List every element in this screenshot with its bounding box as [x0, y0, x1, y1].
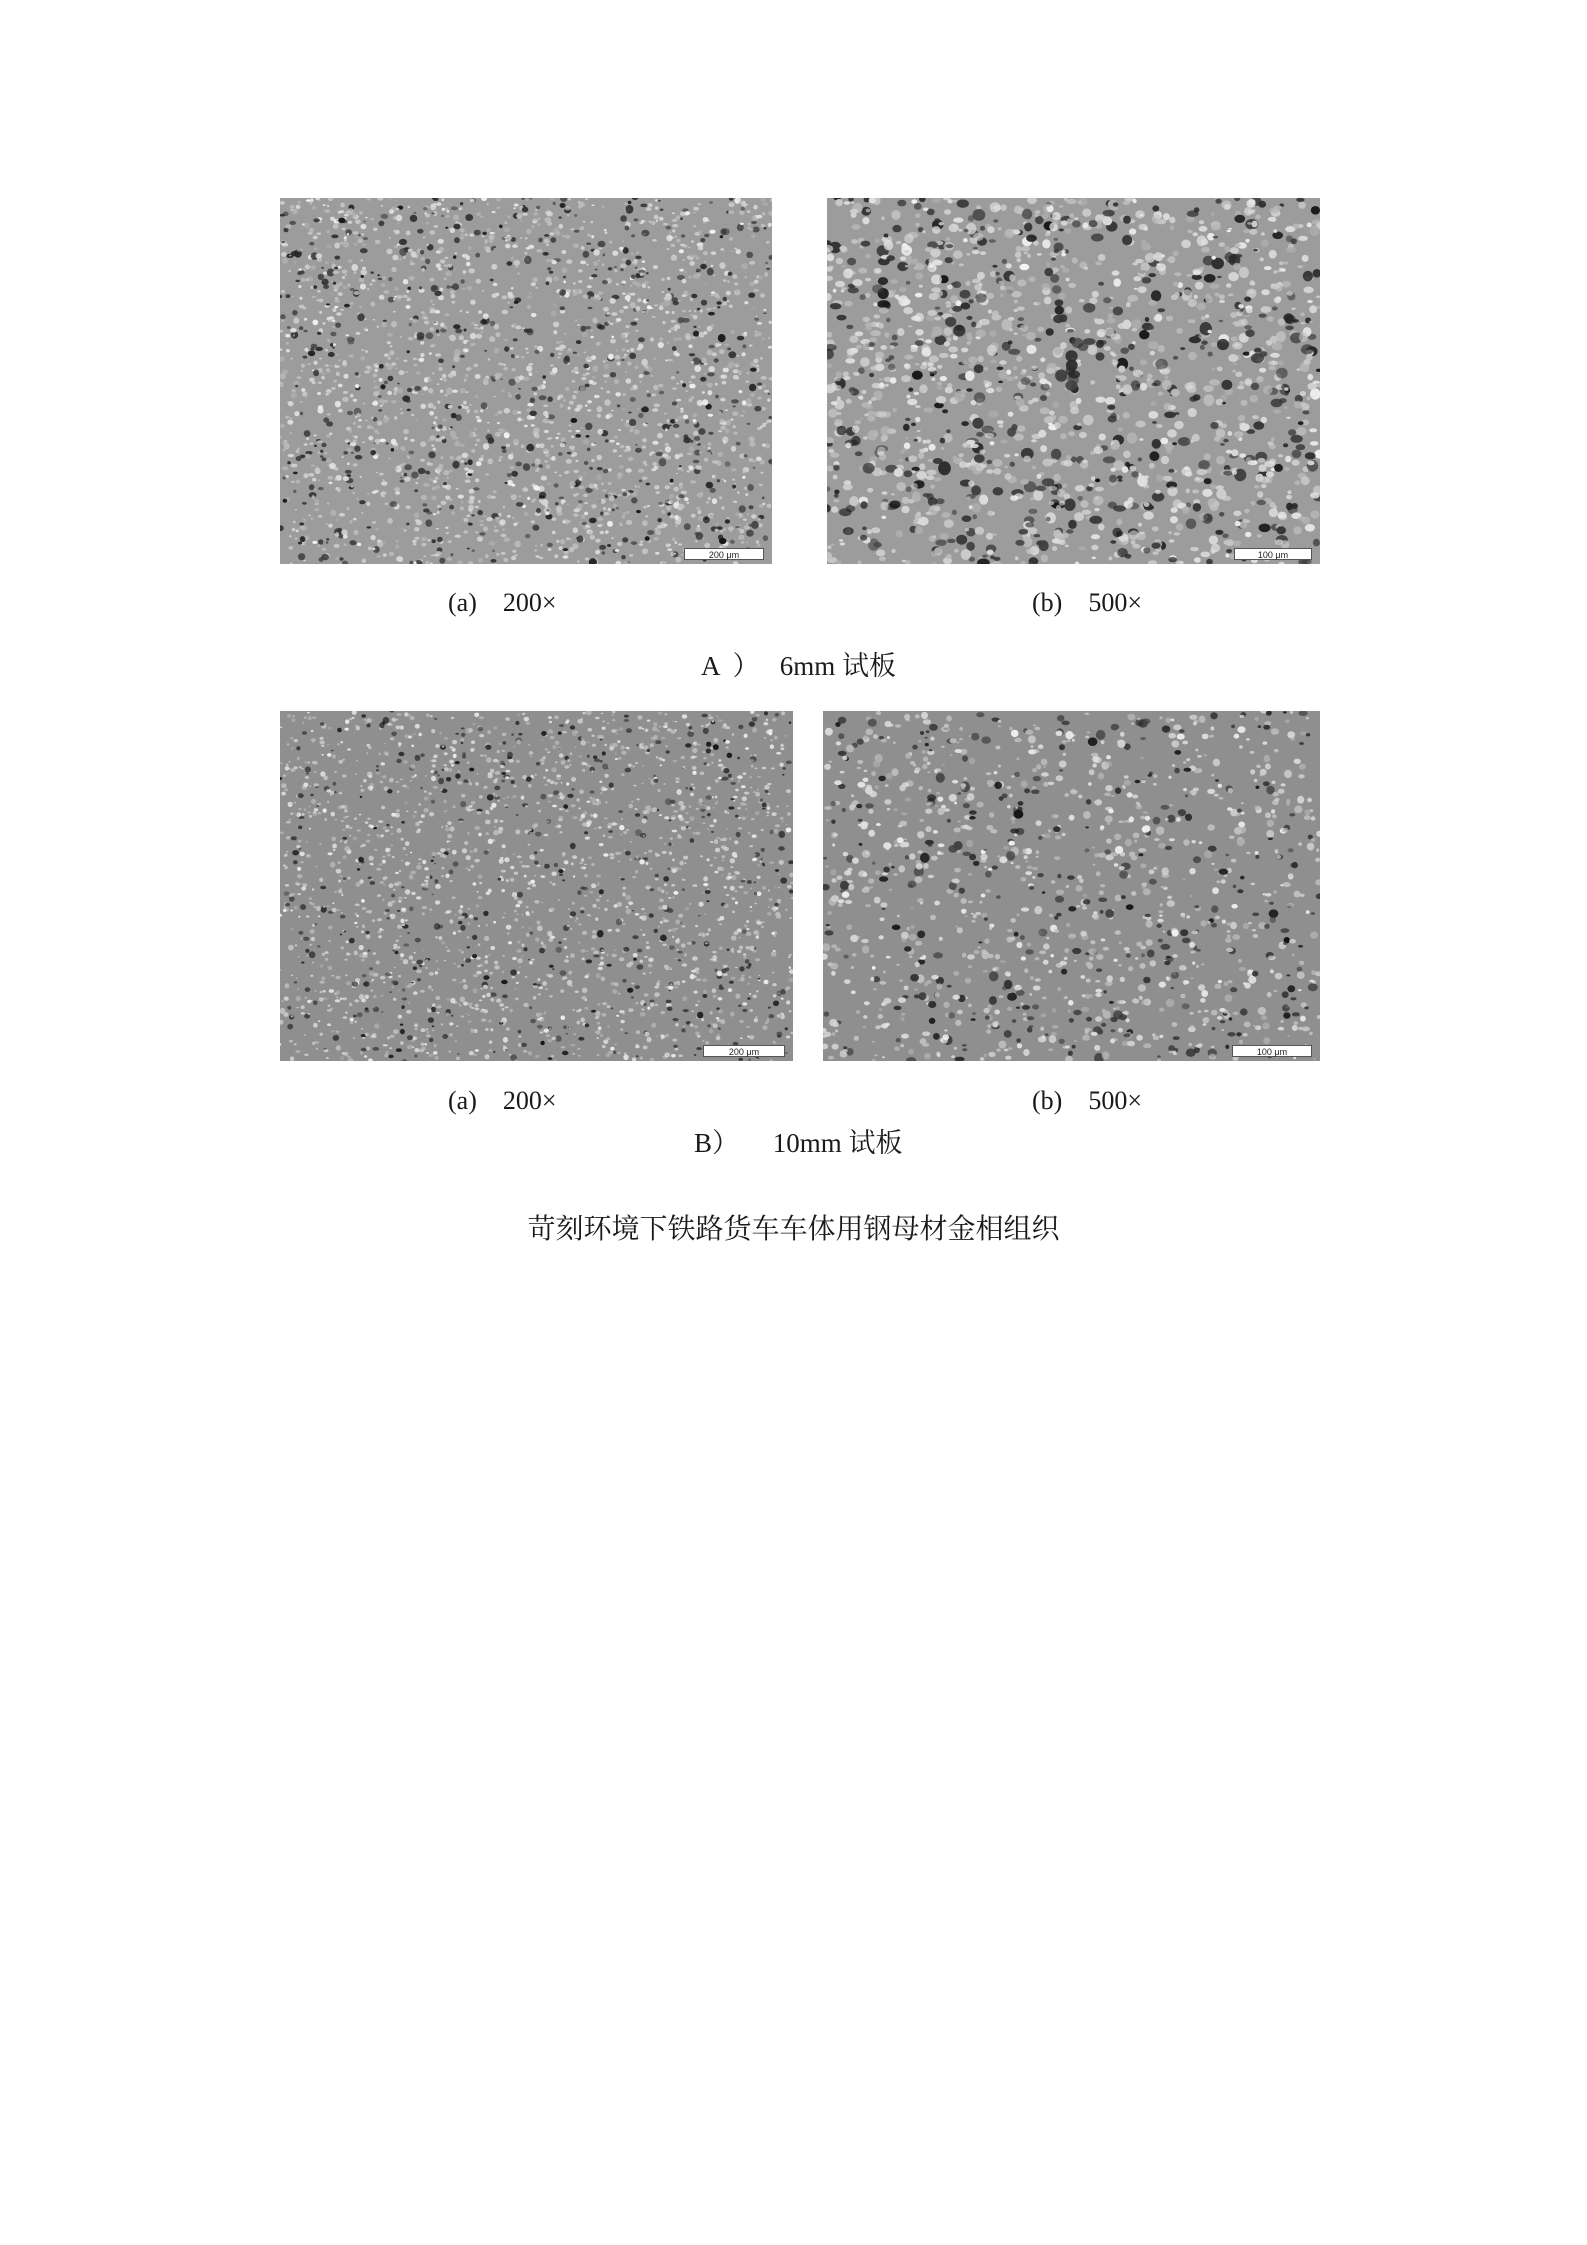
micrograph-10mm-500x: [823, 711, 1320, 1061]
caption-a-left: (a) 200×: [448, 588, 557, 617]
micrograph-texture: [280, 198, 772, 564]
caption-a-right: (b) 500×: [1032, 588, 1142, 617]
scale-bar: 100 μm: [1234, 548, 1312, 560]
group-a-title: A ） 6mm 试板: [701, 651, 897, 681]
figure-title: 苛刻环境下铁路货车车体用钢母材金相组织: [527, 1214, 1060, 1245]
micrograph-texture: [827, 198, 1320, 564]
caption-b-right: (b) 500×: [1032, 1086, 1142, 1115]
micrograph-texture: [823, 711, 1320, 1061]
micrograph-6mm-200x: [280, 198, 772, 564]
scale-bar: 200 μm: [684, 548, 764, 560]
scale-bar: 200 μm: [703, 1045, 785, 1057]
micrograph-10mm-200x: [280, 711, 793, 1061]
group-b-title: B） 10mm 试板: [694, 1128, 903, 1158]
caption-b-left: (a) 200×: [448, 1086, 557, 1115]
scale-bar: 100 μm: [1232, 1045, 1312, 1057]
micrograph-texture: [280, 711, 793, 1061]
micrograph-6mm-500x: [827, 198, 1320, 564]
